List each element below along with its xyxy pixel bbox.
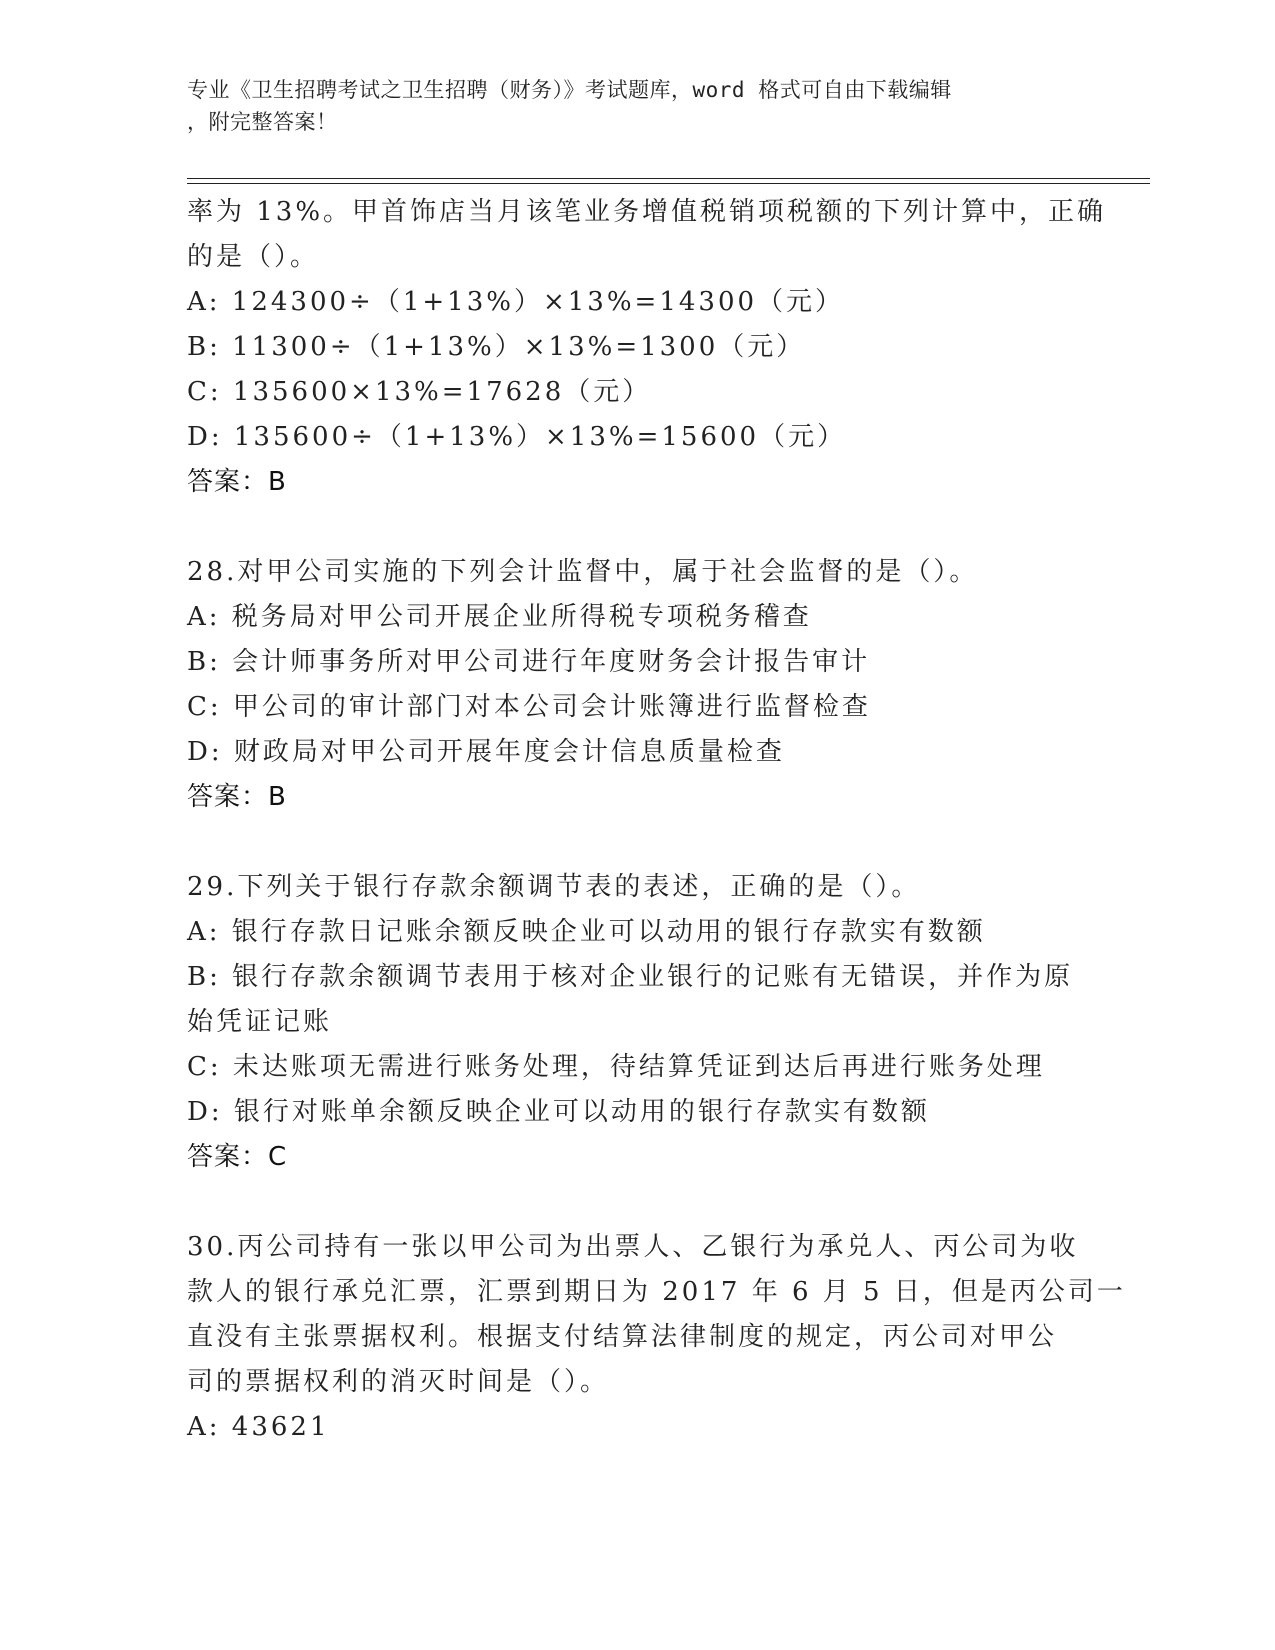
answer-label: 答案：B [187,467,287,497]
option-a: A: 银行存款日记账余额反映企业可以动用的银行存款实有数额 [187,917,986,947]
answer-label: 答案：C [187,1142,288,1172]
option-d: D: 135600÷（1+13%）×13%=15600（元） [187,422,847,452]
spacer [187,505,1087,550]
question-stem-line: 司的票据权利的消灭时间是（）。 [187,1367,610,1397]
spacer [187,820,1087,865]
header-line-1: 专业《卫生招聘考试之卫生招聘（财务）》考试题库，word 格式可自由下载编辑 [187,78,952,102]
question-28 [187,550,1087,820]
header-rule-bottom [187,183,1150,184]
question-29 [187,865,1087,1180]
option-b: B: 11300÷（1+13%）×13%=1300（元） [187,332,806,362]
option-c: C: 甲公司的审计部门对本公司会计账簿进行监督检查 [187,692,871,722]
question-30 [187,1225,1126,1450]
option-c: C: 未达账项无需进行账务处理，待结算凭证到达后再进行账务处理 [187,1052,1045,1082]
option-a: A: 税务局对甲公司开展企业所得税专项税务稽查 [187,602,812,632]
option-b-continuation: 始凭证记账 [187,1007,333,1037]
option-d: D: 财政局对甲公司开展年度会计信息质量检查 [187,737,785,767]
question-stem-line: 直没有主张票据权利。根据支付结算法律制度的规定，丙公司对甲公 [187,1322,1058,1352]
option-a: A: 124300÷（1+13%）×13%=14300（元） [187,287,845,317]
option-b: B: 会计师事务所对甲公司进行年度财务会计报告审计 [187,647,871,677]
document-header [187,74,1077,138]
option-a: A: 43621 [187,1412,330,1442]
option-d: D: 银行对账单余额反映企业可以动用的银行存款实有数额 [187,1097,930,1127]
question-stem-line: 30.丙公司持有一张以甲公司为出票人、乙银行为承兑人、丙公司为收 [187,1232,1079,1262]
question-27 [187,190,1107,505]
option-c: C: 135600×13%=17628（元） [187,377,652,407]
option-b: B: 银行存款余额调节表用于核对企业银行的记账有无错误，并作为原 [187,962,1074,992]
question-stem: 29.下列关于银行存款余额调节表的表述，正确的是（）。 [187,872,921,902]
spacer [187,1180,1087,1225]
answer-label: 答案：B [187,782,287,812]
question-stem-line: 率为 13%。甲首饰店当月该笔业务增值税销项税额的下列计算中，正确 [187,197,1107,227]
question-content [187,190,1126,1450]
question-stem: 28.对甲公司实施的下列会计监督中，属于社会监督的是（）。 [187,557,979,587]
question-stem-line: 的是（）。 [187,242,320,272]
header-line-2: ，附完整答案！ [187,110,338,134]
header-rule-top [187,178,1150,179]
question-stem-line: 款人的银行承兑汇票，汇票到期日为 2017 年 6 月 5 日，但是丙公司一 [187,1277,1126,1307]
